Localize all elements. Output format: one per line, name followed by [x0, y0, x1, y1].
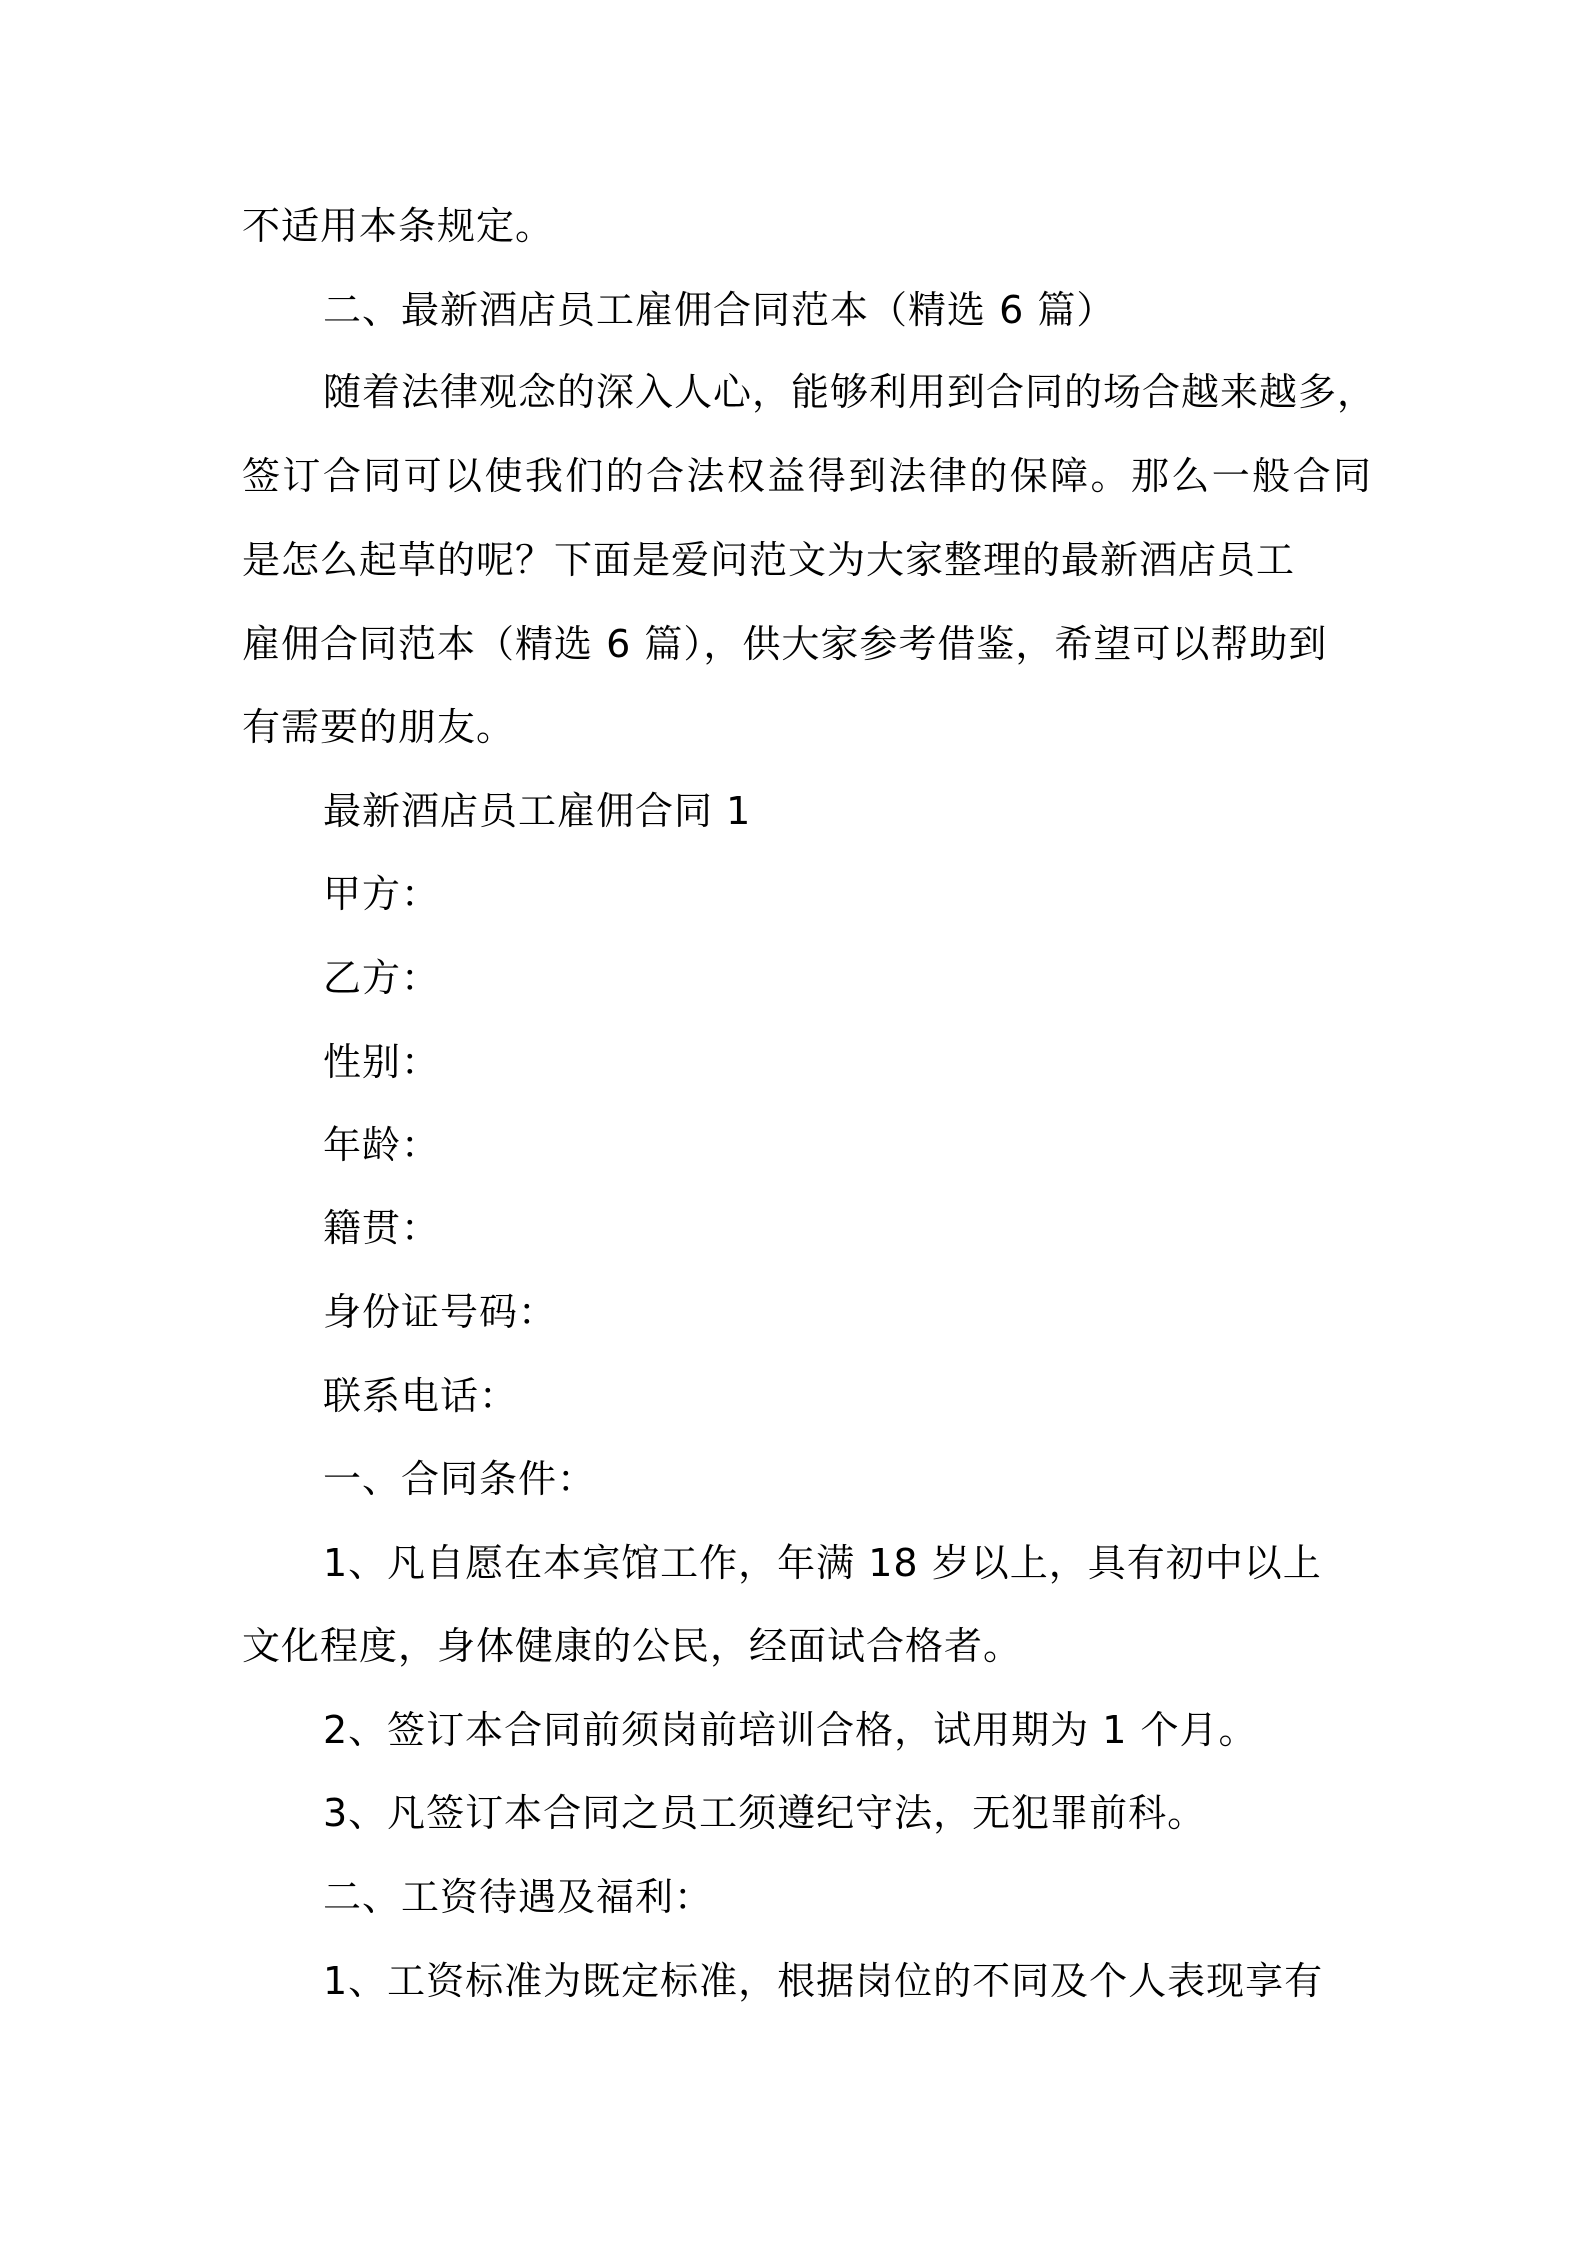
age-field: 年龄： [323, 1123, 441, 1167]
phone-field: 联系电话： [323, 1374, 519, 1418]
clause-heading-2: 二、工资待遇及福利： [323, 1875, 714, 1919]
clause-1-1-line-1: 1、凡自愿在本宾馆工作，年满 18 岁以上，具有初中以上 [323, 1541, 1322, 1585]
contract-title: 最新酒店员工雇佣合同 1 [323, 789, 752, 833]
clause-1-3: 3、凡签订本合同之员工须遵纪守法，无犯罪前科。 [323, 1791, 1207, 1835]
party-a-field: 甲方： [323, 872, 441, 916]
clause-heading-1: 一、合同条件： [323, 1457, 597, 1501]
clause-2-1-line-1: 1、工资标准为既定标准，根据岗位的不同及个人表现享有 [323, 1959, 1324, 2003]
clause-1-1-line-2: 文化程度，身体健康的公民，经面试合格者。 [242, 1624, 1023, 1668]
native-place-field: 籍贯： [323, 1206, 441, 1250]
intro-line-4: 雇佣合同范本（精选 6 篇），供大家参考借鉴，希望可以帮助到 [242, 622, 1328, 666]
text-line-continuation: 不适用本条规定。 [242, 204, 555, 248]
intro-line-2: 签订合同可以使我们的合法权益得到法律的保障。那么一般合同 [242, 454, 1372, 498]
intro-line-3: 是怎么起草的呢？下面是爱问范文为大家整理的最新酒店员工 [242, 538, 1296, 582]
gender-field: 性别： [323, 1040, 441, 1084]
intro-line-5: 有需要的朋友。 [242, 705, 516, 749]
intro-line-1: 随着法律观念的深入人心，能够利用到合同的场合越来越多， [323, 370, 1377, 414]
section-heading-2: 二、最新酒店员工雇佣合同范本（精选 6 篇） [323, 288, 1116, 332]
id-number-field: 身份证号码： [323, 1290, 558, 1334]
clause-1-2: 2、签订本合同前须岗前培训合格，试用期为 1 个月。 [323, 1708, 1258, 1752]
party-b-field: 乙方： [323, 956, 441, 1000]
